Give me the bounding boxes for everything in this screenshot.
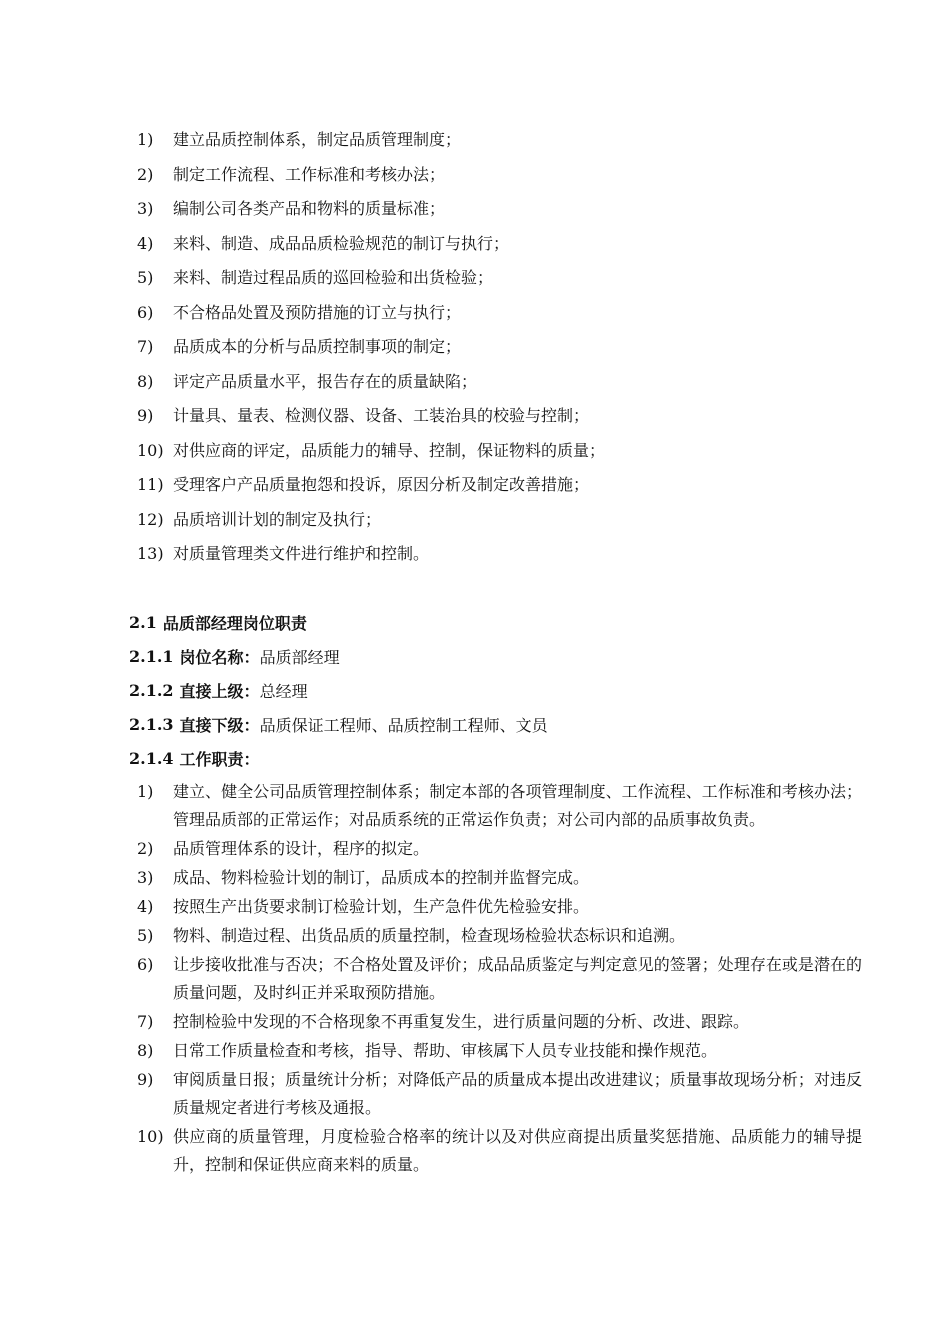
item-text: 审阅质量日报；质量统计分析；对降低产品的质量成本提出改进建议；质量事故现场分析；对违反质量规定者进行考核及通报。 [173, 1070, 862, 1117]
direct-subordinate-value: 品质保证工程师、品质控制工程师、文员 [259, 715, 548, 735]
item-number: 1) [137, 782, 154, 801]
item-number: 6) [137, 955, 154, 974]
item-text: 计量具、量表、检测仪器、设备、工装治具的校验与控制； [173, 406, 590, 426]
item-number: 1) [137, 130, 154, 150]
item-text: 供应商的质量管理，月度检验合格率的统计以及对供应商提出质量奖惩措施、品质能力的辅导提升，控制和保证供应商来料的质量。 [173, 1127, 862, 1174]
item-text: 物料、制造过程、出货品质的质量控制，检查现场检验状态标识和追溯。 [173, 926, 686, 945]
item-text: 建立、健全公司品质管理控制体系；制定本部的各项管理制度、工作流程、工作标准和考核办法；管理品质部的正常运作；对品质系统的正常运作负责；对公司内部的品质事故负责。 [173, 782, 862, 829]
list-item [137, 893, 862, 921]
subheading-number: 2.1.2 [129, 680, 174, 700]
position-name-value: 品质部经理 [259, 647, 340, 667]
item-text: 来料、制造过程品质的巡回检验和出货检验； [173, 268, 494, 288]
list-item [137, 158, 897, 193]
item-number: 3) [137, 199, 154, 219]
list-item [137, 468, 897, 503]
item-text: 按照生产出货要求制订检验计划，生产急件优先检验安排。 [173, 897, 590, 916]
list-item [137, 922, 862, 950]
item-text: 对供应商的评定，品质能力的辅导、控制，保证物料的质量； [173, 440, 606, 460]
department-duties-list [137, 123, 897, 572]
item-text: 品质培训计划的制定及执行； [173, 509, 382, 529]
item-number: 13) [137, 544, 164, 564]
item-text: 让步接收批准与否决；不合格处置及评价；成品品质鉴定与判定意见的签署；处理存在或是潜在的质量问题，及时纠正并采取预防措施。 [173, 955, 862, 1002]
item-number: 10) [137, 1127, 164, 1146]
manager-duties-section [129, 605, 869, 775]
direct-subordinate-line [129, 707, 869, 741]
position-name-label: 岗位名称： [179, 647, 260, 667]
item-number: 8) [137, 371, 154, 391]
item-text: 日常工作质量检查和考核，指导、帮助、审核属下人员专业技能和操作规范。 [173, 1041, 718, 1060]
item-text: 来料、制造、成品品质检验规范的制订与执行； [173, 233, 510, 253]
list-item [137, 1037, 862, 1065]
item-number: 2) [137, 839, 154, 858]
list-item [137, 1008, 862, 1036]
item-text: 品质成本的分析与品质控制事项的制定； [173, 337, 462, 357]
direct-superior-value: 总经理 [259, 681, 308, 701]
list-item [137, 296, 897, 331]
list-item [137, 261, 897, 296]
list-item [137, 227, 897, 262]
item-number: 11) [137, 475, 164, 495]
heading-text: 品质部经理岗位职责 [162, 613, 307, 633]
item-text: 控制检验中发现的不合格现象不再重复发生，进行质量问题的分析、改进、跟踪。 [173, 1012, 750, 1031]
list-item [137, 399, 897, 434]
item-number: 7) [137, 337, 154, 357]
list-item [137, 503, 897, 538]
list-item [137, 835, 862, 863]
subheading-number: 2.1.3 [129, 714, 174, 734]
item-text: 评定产品质量水平，报告存在的质量缺陷； [173, 371, 478, 391]
item-text: 编制公司各类产品和物料的质量标准； [173, 199, 446, 219]
item-text: 建立品质控制体系，制定品质管理制度； [173, 130, 462, 150]
item-text: 制定工作流程、工作标准和考核办法； [173, 164, 446, 184]
item-number: 8) [137, 1041, 154, 1060]
list-item [137, 192, 897, 227]
subheading-number: 2.1.4 [129, 748, 174, 768]
list-item [137, 434, 897, 469]
item-text: 受理客户产品质量抱怨和投诉，原因分析及制定改善措施； [173, 475, 590, 495]
item-text: 对质量管理类文件进行维护和控制。 [173, 544, 430, 564]
item-number: 10) [137, 440, 164, 460]
position-name-line [129, 639, 869, 673]
item-number: 9) [137, 1070, 154, 1089]
item-number: 9) [137, 406, 154, 426]
item-number: 4) [137, 897, 154, 916]
list-item [137, 1066, 862, 1122]
heading-number: 2.1 [129, 612, 157, 632]
list-item [137, 537, 897, 572]
manager-duties-list [137, 778, 862, 1180]
list-item [137, 1123, 862, 1179]
item-number: 4) [137, 233, 154, 253]
item-number: 5) [137, 268, 154, 288]
list-item [137, 330, 897, 365]
item-number: 6) [137, 302, 154, 322]
list-item [137, 778, 862, 834]
direct-superior-label: 直接上级： [179, 681, 260, 701]
item-number: 3) [137, 868, 154, 887]
direct-superior-line [129, 673, 869, 707]
list-item [137, 365, 897, 400]
list-item [137, 123, 897, 158]
item-number: 7) [137, 1012, 154, 1031]
item-text: 不合格品处置及预防措施的订立与执行； [173, 302, 462, 322]
item-text: 成品、物料检验计划的制订，品质成本的控制并监督完成。 [173, 868, 590, 887]
item-number: 5) [137, 926, 154, 945]
item-number: 2) [137, 164, 154, 184]
subheading-number: 2.1.1 [129, 646, 174, 666]
section-heading [129, 605, 869, 639]
list-item [137, 951, 862, 1007]
list-item [137, 864, 862, 892]
item-number: 12) [137, 509, 164, 529]
item-text: 品质管理体系的设计，程序的拟定。 [173, 839, 430, 858]
job-duties-line [129, 741, 869, 775]
job-duties-label: 工作职责： [179, 749, 260, 769]
direct-subordinate-label: 直接下级： [179, 715, 260, 735]
